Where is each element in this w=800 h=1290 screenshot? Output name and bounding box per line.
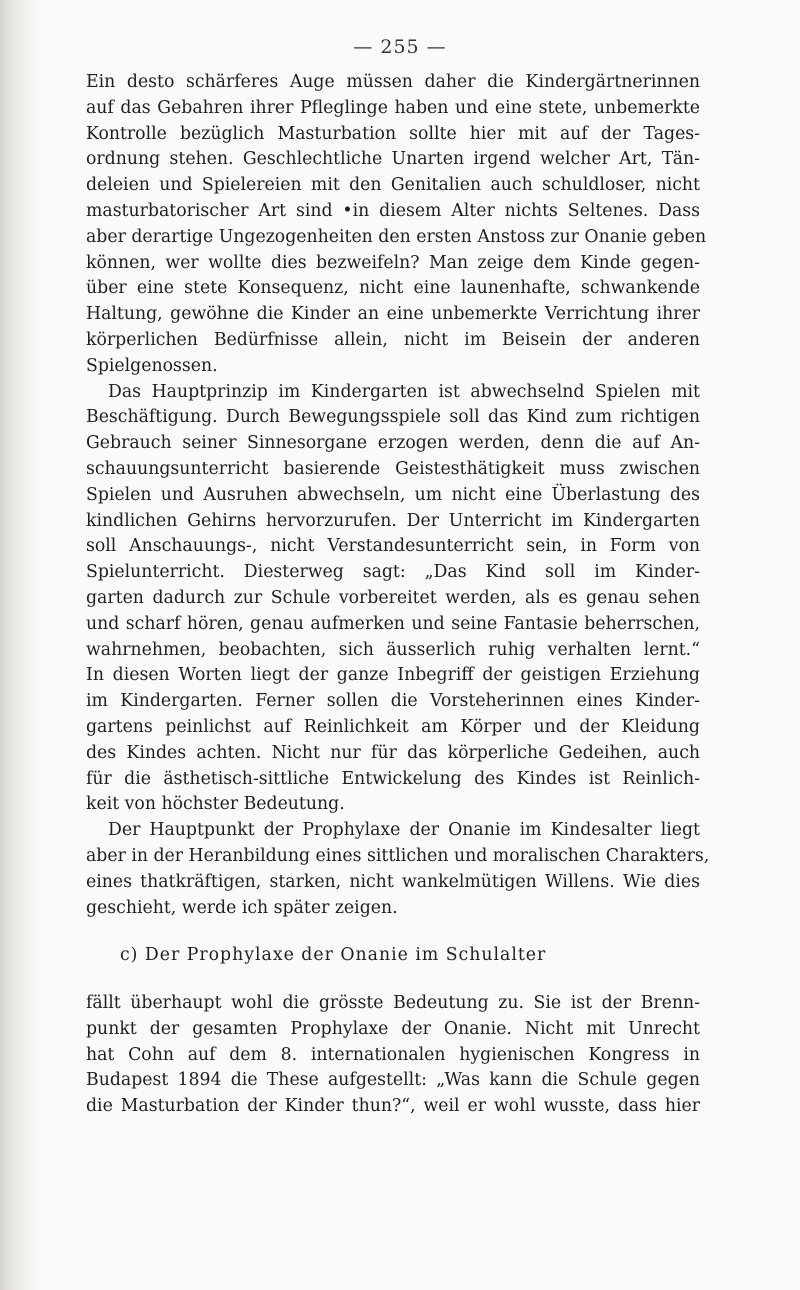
text-line: auf das Gebahren ihrer Pfleglinge haben und eine stete, unbemerkte xyxy=(86,97,700,118)
text-line: wahrnehmen, beobachten, sich äusserlich ruhig verhalten lernt.“ xyxy=(86,639,700,660)
page-number: — 255 — xyxy=(353,36,447,58)
paragraph-start-line: Das Hauptprinzip im Kindergarten ist abwechselnd Spielen mit xyxy=(108,381,700,402)
text-line: hat Cohn auf dem 8. internationalen hygienischen Kongress in xyxy=(86,1044,700,1065)
text-line: fällt überhaupt wohl die grösste Bedeutung zu. Sie ist der Brenn- xyxy=(86,993,700,1014)
text-line: über eine stete Konsequenz, nicht eine launenhafte, schwankende xyxy=(86,278,700,299)
section-heading: c) Der Prophylaxe der Onanie im Schulalter xyxy=(120,945,547,966)
text-line: körperlichen Bedürfnisse allein, nicht im Beisein der anderen xyxy=(86,329,700,350)
text-line: Spielgenossen. xyxy=(86,355,218,376)
text-line: des Kindes achten. Nicht nur für das körperliche Gedeihen, auch xyxy=(86,742,700,763)
text-line: In diesen Worten liegt der ganze Inbegriff der geistigen Erziehung xyxy=(86,665,700,686)
text-line: aber in der Heranbildung eines sittlichen und moralischen Charakters, xyxy=(86,845,710,866)
text-line: schauungsunterricht basierende Geistesthätigkeit muss zwischen xyxy=(86,458,700,479)
text-line: Gebrauch seiner Sinnesorgane erzogen werden, denn die auf An- xyxy=(86,433,700,454)
text-line: geschieht, werde ich später zeigen. xyxy=(86,897,398,918)
text-line: im Kindergarten. Ferner sollen die Vorsteherinnen eines Kinder- xyxy=(86,691,700,712)
text-line: kindlichen Gehirns hervorzurufen. Der Unterricht im Kindergarten xyxy=(86,510,700,531)
text-line: Spielen und Ausruhen abwechseln, um nicht eine Überlastung des xyxy=(86,484,700,505)
page-binding-shadow xyxy=(0,0,40,1290)
text-line: Kontrolle bezüglich Masturbation sollte hier mit auf der Tages- xyxy=(86,123,700,144)
text-line: Ein desto schärferes Auge müssen daher die Kindergärtnerinnen xyxy=(86,72,700,92)
text-line: soll Anschauungs-, nicht Verstandesunterricht sein, in Form von xyxy=(86,536,700,557)
text-line: aber derartige Ungezogenheiten den ersten Anstoss zur Onanie geben xyxy=(86,226,707,247)
text-line: garten dadurch zur Schule vorbereitet werden, als es genau sehen xyxy=(86,587,700,608)
section-spacer xyxy=(86,921,700,943)
text-line: Spielunterricht. Diesterweg sagt: „Das Kind soll im Kinder- xyxy=(86,562,700,583)
text-line: Beschäftigung. Durch Bewegungsspiele soll das Kind zum richtigen xyxy=(86,407,700,428)
text-line: deleien und Spielereien mit den Genitalien auch schuldloser, nicht xyxy=(86,175,700,196)
text-line: punkt der gesamten Prophylaxe der Onanie. Nicht mit Unrecht xyxy=(86,1018,700,1039)
text-line: keit von höchster Bedeutung. xyxy=(86,794,345,815)
text-line: eines thatkräftigen, starken, nicht wankelmütigen Willens. Wie dies xyxy=(86,871,700,892)
paragraph-start-line: Der Hauptpunkt der Prophylaxe der Onanie im Kindesalter liegt xyxy=(108,820,700,841)
text-line: ordnung stehen. Geschlechtliche Unarten irgend welcher Art, Tän- xyxy=(86,149,700,170)
text-line: Budapest 1894 die These aufgestellt: „Was kann die Schule gegen xyxy=(86,1070,700,1091)
text-line: gartens peinlichst auf Reinlichkeit am Körper und der Kleidung xyxy=(86,716,700,737)
text-line: für die ästhetisch-sittliche Entwickelung des Kindes ist Reinlich- xyxy=(86,768,700,789)
text-line: und scharf hören, genau aufmerken und seine Fantasie beherrschen, xyxy=(86,613,700,634)
section-spacer xyxy=(86,969,700,991)
text-line: können, wer wollte dies bezweifeln? Man zeige dem Kinde gegen- xyxy=(86,252,700,273)
body-text xyxy=(86,70,710,1120)
text-line: Haltung, gewöhne die Kinder an eine unbemerkte Verrichtung ihrer xyxy=(86,304,700,325)
text-line: die Masturbation der Kinder thun?“, weil er wohl wusste, dass hier xyxy=(86,1096,700,1117)
text-line: masturbatorischer Art sind •in diesem Alter nichts Seltenes. Dass xyxy=(86,200,700,221)
